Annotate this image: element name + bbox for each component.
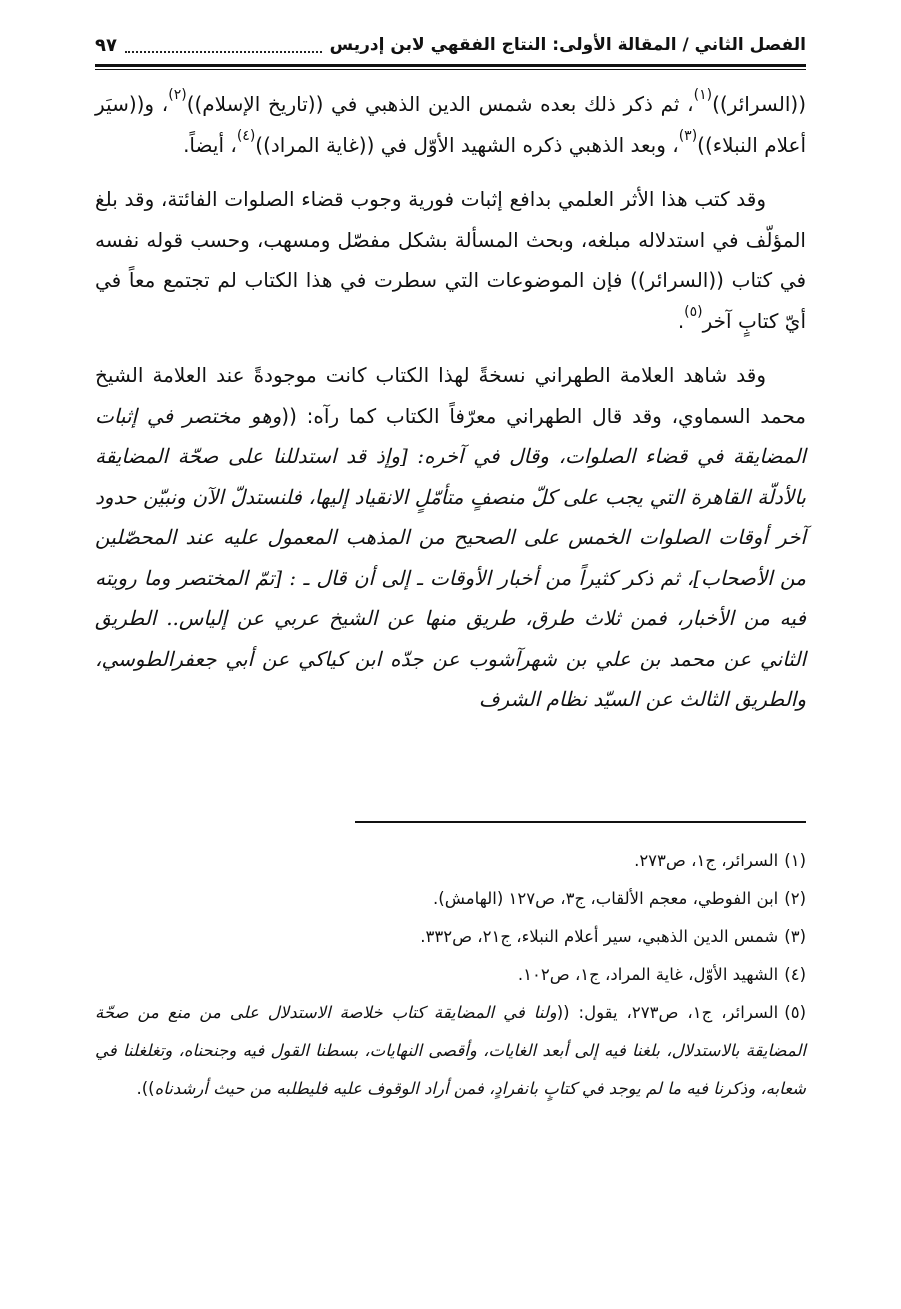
footnote-ref-3[interactable]: (٣) (678, 127, 698, 144)
p1-text-5: ، أيضاً. (183, 132, 237, 157)
header-rule-thick (95, 64, 806, 67)
footnote-text: الشهيد الأوّل، غاية المراد، ج١، ص١٠٢. (517, 965, 779, 984)
p1-text-4: ، وبعد الذهبي ذكره الشهيد الأوّل في ((غاية المراد)) (255, 132, 679, 157)
footnote-separator (355, 821, 806, 823)
paragraph-1 (95, 84, 806, 165)
header-dot-leader (125, 50, 322, 53)
header-title: الفصل الثاني / المقالة الأولى: النتاج الفقهي لابن إدريس (329, 35, 806, 55)
page-number: ٩٧ (95, 34, 117, 56)
footnote-text: السرائر، ج١، ص٢٧٣. (634, 851, 779, 870)
header-rule-thin (95, 69, 806, 70)
footnote-text: شمس الدين الذهبي، سير أعلام النبلاء، ج٢١، ص٣٣٢. (420, 927, 779, 946)
footnote-text: ابن الفوطي، معجم الألقاب، ج٣، ص١٢٧ (الهامش). (433, 889, 779, 908)
p1-text-1: ((السرائر)) (712, 92, 806, 116)
footnote-number: (٥) (784, 1003, 807, 1022)
footnote-5 (95, 994, 806, 1108)
p3-text-1: وقد شاهد العلامة الطهراني نسخةً لهذا الكتاب كانت موجودةً عند العلامة الشيخ محمد السماوي، وقد قال الطهراني معرّفاً الكتاب كما رآه: (( (95, 363, 806, 428)
paragraph-2 (95, 179, 806, 341)
footnotes (95, 842, 806, 1108)
footnote-ref-1[interactable]: (١) (693, 87, 713, 103)
footnote-ref-2[interactable]: (٢) (168, 87, 187, 103)
footnote-number: (٤) (784, 965, 806, 984)
footnote-2 (95, 880, 806, 918)
p2-text-1: وقد كتب هذا الأثر العلمي بدافع إثبات فورية وجوب قضاء الصلوات الفائتة، وقد بلغ المؤلّف في استدلاله مبلغه، وبحث المسألة بشكل مفصّل ومسهب، وحسب قوله نفسه في كتاب ((السرائر)) فإن الموضوعات التي سطرت في هذا الكتاب لم تجتمع معاً في أيّ كتابٍ آخر (95, 187, 806, 333)
p2-text-2: . (677, 308, 685, 333)
p1-text-2: ، ثم ذكر ذلك بعده شمس الدين الذهبي في ((تاريخ الإسلام)) (186, 92, 694, 116)
footnote-number: (٣) (784, 927, 806, 946)
p3-quote-italic: وهو مختصر في إثبات المضايقة في قضاء الصلوات، وقال في آخره: [وإذ قد استدللنا على صحّة المضايقة بالأدلّة القاهرة التي يجب على كلّ منصفٍ متأمّلٍ الانقياد إليها، فلنستدلّ الآن ونبيّن حدود آخر أوقات الصلوات الخمس على الصحيح من المذهب المعمول عليه عند المحصّلين من الأصحاب]، ثم ذكر كثيراً من أخبار الأوقات ـ إلى أن قال ـ : [تمّ المختصر وما رويته فيه من الأخبار، فمن ثلاث طرق، طريق منها عن الشيخ عربي عن إلياس.. الطريق الثاني عن محمد بن علي بن شهرآشوب عن جدّه ابن كياكي عن أبي جعفرالطوسي، والطريق الثالث عن السيّد نظام الشرف (95, 403, 806, 711)
footnote-3 (95, 918, 806, 956)
footnote-ref-5[interactable]: (٥) (684, 303, 703, 320)
footnote-4 (95, 956, 806, 994)
footnote-quote-italic: ولنا في المضايقة كتاب خلاصة الاستدلال على من منع من صحّة المضايقة بالاستدلال، بلغنا فيه إلى أبعد الغايات، وأقصى النهايات، بسطنا القول فيه وجنحناه، وتغلغلنا في شعابه، وذكرنا فيه ما لم يوجد في كتابٍ بانفرادٍ، فمن أراد الوقوف عليه فليطلبه من حيث أرشدناه (95, 1003, 806, 1098)
footnote-1 (95, 842, 806, 880)
footnote-lead: السرائر، ج١، ص٢٧٣، يقول: (( (556, 1003, 779, 1022)
footnote-number: (١) (784, 851, 806, 870)
footnote-number: (٢) (784, 889, 806, 908)
running-header (95, 30, 806, 60)
p1-text-3: ، و((سيَر أعلام النبلاء)) (95, 92, 806, 157)
paragraph-3 (95, 355, 806, 720)
footnote-tail: )). (136, 1079, 155, 1098)
footnote-ref-4[interactable]: (٤) (236, 127, 256, 144)
body-text (95, 84, 806, 720)
